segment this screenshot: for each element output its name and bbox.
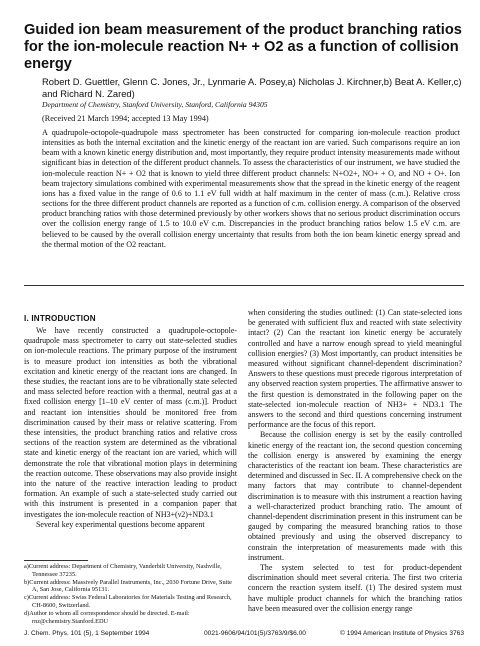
page-number: 3763: [449, 630, 464, 637]
left-paragraph-1: We have recently constructed a quadrupole-octopole-quadrupole mass spectrometer to carry out state-selected studies on ion-molecule reactions. The primary purpose of the instrument is to measure product ion intensities as both the vibrational excitation and kinetic energy of the reactant ions are changed. In these studies, the reactant ions are to be vibrationally state selected and mass selected before reaction with a thermal, neutral gas at a fixed collision energy [1–10 eV center of mass (c.m.)]. Product and reactant ion intensities should be monitored free from discrimination caused by their mass or relative scattering. From these intensities, the product branching ratios and relative cross sections of the reaction system are determined as the vibrational state and kinetic energy of the reactant ion are varied, which will demonstrate the role that vibrational motion plays in determining the reaction outcome. These observations may also provide insight into the nature of the reactive interaction leading to product formation. An example of such a state-selected study carried out with this instrument is presented in a companion paper that investigates the ion-molecule reaction of NH3+(ν2)+ND3.1: [24, 326, 237, 519]
affiliation: Department of Chemistry, Stanford University, Stanford, California 94305: [42, 100, 268, 109]
right-paragraph-3: The system selected to test for product-dependent discrimination should meet several criteria. The first two criteria concern the reaction system itself. (1) The desired system must have multiple product channels for which the branching ratios have been measured over the collision energy range: [248, 563, 462, 613]
article-title: Guided ion beam measurement of the product branching ratios for the ion-molecule reaction N+ + O2 as a function of collision energy: [24, 22, 462, 72]
footnote: a)Current address: Department of Chemistry, Vanderbilt University, Nashville, Tennessee 37235.: [24, 563, 222, 578]
footnote: b)Current address: Massively Parallel Instruments, Inc., 2030 Fortune Drive, Suite A, San Jose, California 95131.: [24, 578, 232, 594]
left-paragraph-2: Several key experimental questions become apparent: [36, 519, 205, 529]
footnote: c)Current address: Swiss Federal Laboratories for Materials Testing and Research, CH-8600, Switzerland.: [24, 594, 232, 609]
left-column: [24, 326, 237, 530]
abstract: A quadrupole-octopole-quadrupole mass spectrometer has been constructed for comparing ion-molecule reaction product intensities as both the internal excitation and the kinetic energy of the reactant ion are varied. Such comparisons require an ion beam with a known kinetic energy distribution and, most importantly, they require product intensity measurements made without significant bias in detection of the different product channels. To assess the characteristics of our instrument, we have studied the ion-molecule reaction N+ + O2 that is known to yield three different product channels: N+O2+, NO+ + O, and NO + O+. Ion beam trajectory simulations combined with experimental measurements show that the spread in the kinetic energy of the reagent ions has a fixed value in the range of 0.6 to 1.1 eV full width at half maximum in the center of mass (c.m.). Relative cross sections for the three different product channels are reported as a function of c.m. collision energy. A comparison of the observed product branching ratios with those determined previously by other workers shows that no serious product discrimination occurs over the collision energy range of 1.5 to 10.0 eV c.m. Discrepancies in the product branching ratios below 1.5 eV c.m. are believed to be caused by the overall collision energy uncertainty that results from both the ion beam kinetic energy spread and the thermal motion of the O2 reactant.: [42, 128, 460, 249]
footnotes: [24, 563, 237, 625]
author-list: Robert D. Guettler, Glenn C. Jones, Jr., Lynmarie A. Posey,a) Nicholas J. Kirchner,b) Beat A. Keller,c) and Richard N. Zared): [42, 76, 462, 99]
right-paragraph-1: when considering the studies outlined: (1) Can state-selected ions be generated with sufficient flux and reacted with state selectivity intact? (2) Can the reactant ion kinetic energy be accurately controlled and have a narrow enough spread to yield meaningful collision energies? (3) Most importantly, can product intensities be measured without significant channel-dependent discrimination? Answers to these questions must precede rigorous interpretation of any observed reaction system properties. The affirmative answer to the first question is demonstrated in the following paper on the state-selected ion-molecule reaction of NH3+ + ND3.1 The answers to the second and third questions concerning instrument performance are the focus of this report.: [248, 308, 462, 430]
copyright: © 1994 American Institute of Physics: [340, 630, 448, 637]
received-dates: (Received 21 March 1994; accepted 13 May 1994): [42, 114, 209, 123]
journal-citation: J. Chem. Phys. 101 (5), 1 September 1994: [24, 630, 150, 637]
footnote: d)Author to whom all correspondence should be directed. E-mail: rnz@chemistry.Stanford.EDU: [24, 609, 190, 625]
right-paragraph-2: Because the collision energy is set by the easily controlled kinetic energy of the reactant ion, the second question concerning the collision energy is answered by examining the energy characteristics of the reactant ion beam. These characteristics are determined and discussed in Sec. II. A comprehensive check on the many factors that may contribute to channel-dependent discrimination is to measure with this instrument a reaction having a well-characterized product branching ratio. The amount of channel-dependent discrimination present in this instrument can be gauged by comparing the measured branching ratios to those obtained previously and using the observed discrepancy to constrain the interpretation of measurements made with this instrument.: [248, 430, 462, 562]
article-code: 0021-9606/94/101(5)/3763/9/$6.00: [204, 630, 306, 637]
abstract-divider: [24, 285, 464, 286]
section-heading: I. INTRODUCTION: [24, 314, 96, 323]
footnote-divider: [24, 560, 88, 561]
right-column: [248, 308, 462, 614]
page-footer: [24, 630, 464, 640]
